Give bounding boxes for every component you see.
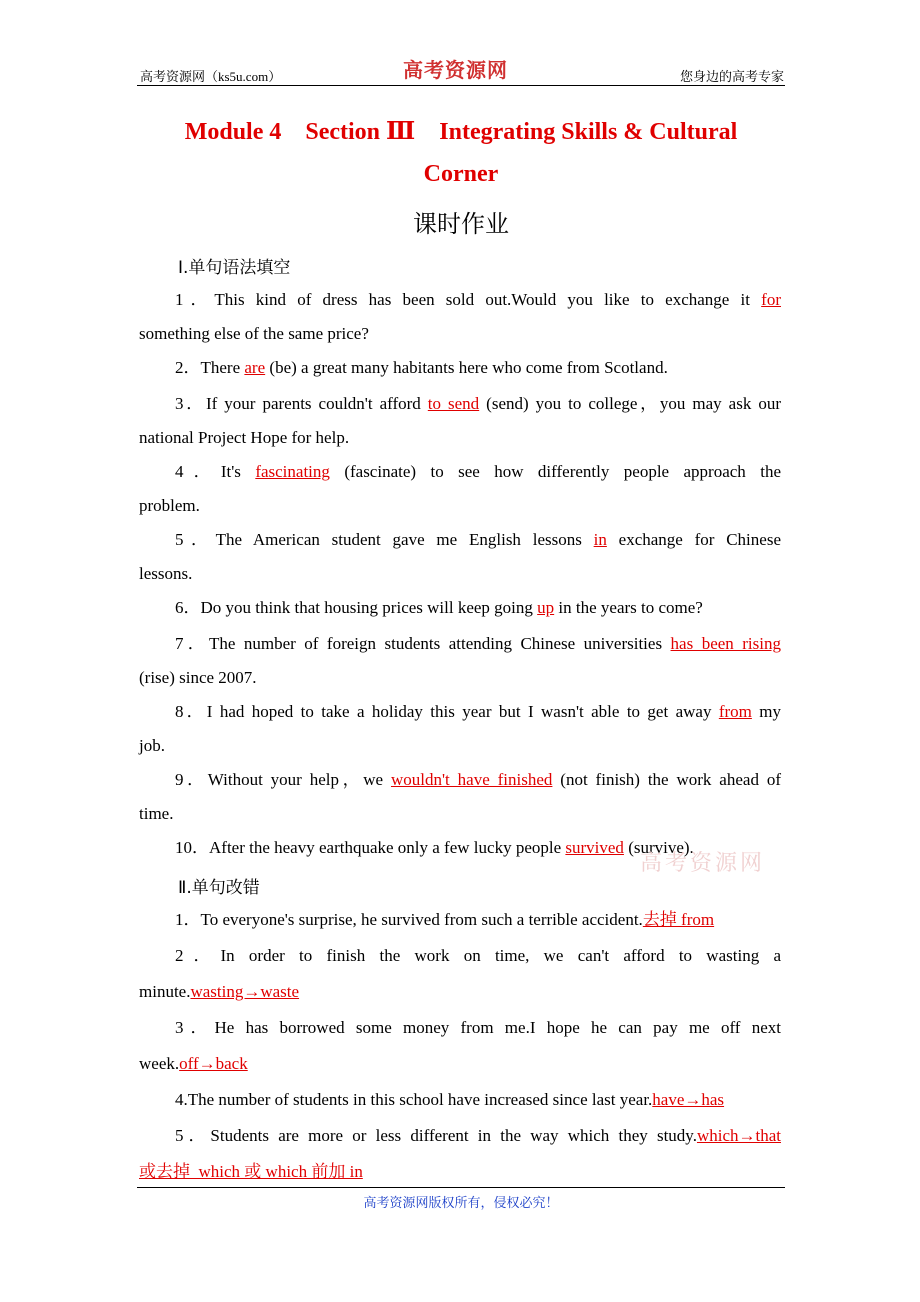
s1-answer: fascinating [255,462,330,481]
s1-item1-cont: something else of the same price? [139,324,369,343]
section1-heading: Ⅰ.单句语法填空 [178,258,291,278]
header-site-name: 高考资源网（ks5u.com） [140,69,282,84]
s2-answer: off→back [179,1054,248,1073]
s1-answer: has been rising [670,634,781,653]
s2-answer: wasting→waste [190,982,300,1001]
s1-item7: 7．The number of foreign students attending Chinese universities has been rising [175,634,781,653]
s1-item5-cont: lessons. [139,564,193,583]
s1-item10: 10．After the heavy earthquake only a few lucky people survived (survive). [175,838,694,857]
s1-answer: up [537,598,555,617]
s1-answer: from [718,702,752,721]
watermark: 高考资源网 [640,850,766,875]
s1-item8: 8．I had hoped to take a holiday this year but I wasn't able to get away from my [175,702,781,721]
s2-answer: 或去掉 which 或 which 前加 in [139,1162,363,1181]
s2-answer: have→has [652,1090,725,1109]
page-title-line2: Corner [423,161,499,187]
s1-item2: 2．There are (be) a great many habitants here who come from Scotland. [175,358,668,377]
section2-heading: Ⅱ.单句改错 [178,878,260,898]
s2-item2-cont: minute.wasting→waste [139,982,300,1001]
s1-answer: for [761,290,781,309]
s1-item8-cont: job. [139,736,165,755]
s1-answer: to send [427,394,480,413]
footer-copyright: 高考资源网版权所有，侵权必究！ [363,1196,559,1211]
s2-item3: 3．He has borrowed some money from me.I hope he can pay me off next [175,1018,781,1037]
s1-item3-cont: national Project Hope for help. [139,428,350,447]
s1-item3: 3．If your parents couldn't afford to send (send) you to college，you may ask our [175,394,781,413]
s1-answer: in [593,530,607,549]
s1-item1: 1．This kind of dress has been sold out.Would you like to exchange it for [175,290,781,309]
s1-item4: 4．It's fascinating (fascinate) to see how differently people approach the [175,462,781,481]
s1-answer: survived [565,838,624,857]
s2-item4: 4.The number of students in this school have increased since last year.have→has [175,1090,725,1109]
page-subtitle: 课时作业 [413,212,509,238]
s2-item2: 2．In order to finish the work on time, we can't afford to wasting a [175,946,781,965]
s1-item5: 5．The American student gave me English lessons in exchange for Chinese [175,530,781,549]
s2-item1: 1．To everyone's surprise, he survived from such a terrible accident.去掉 from [175,910,715,929]
s1-item6: 6．Do you think that housing prices will keep going up in the years to come? [175,598,703,617]
s2-answer: 去掉 from [642,910,715,929]
header-slogan: 您身边的高考专家 [679,69,784,84]
s2-item5: 5．Students are more or less different in the way which they study.which→that [175,1126,781,1145]
s1-item7-cont: (rise) since 2007. [139,668,257,687]
s1-item9-cont: time. [139,804,174,823]
s1-answer: are [244,358,266,377]
s2-item3-cont: week.off→back [139,1054,248,1073]
s1-item4-cont: problem. [139,496,200,515]
footer-divider [137,1187,785,1188]
page-title-line1: Module 4 Section Ⅲ Integrating Skills & Cultural [184,119,738,145]
s1-item9: 9．Without your help，we wouldn't have finished (not finish) the work ahead of [175,770,781,789]
s2-item5-cont [139,1162,781,1182]
header-divider [137,85,785,86]
s2-answer: which→that [696,1126,781,1145]
s1-answer: wouldn't have finished [390,770,553,789]
header-logo: 高考资源网 [403,60,508,82]
